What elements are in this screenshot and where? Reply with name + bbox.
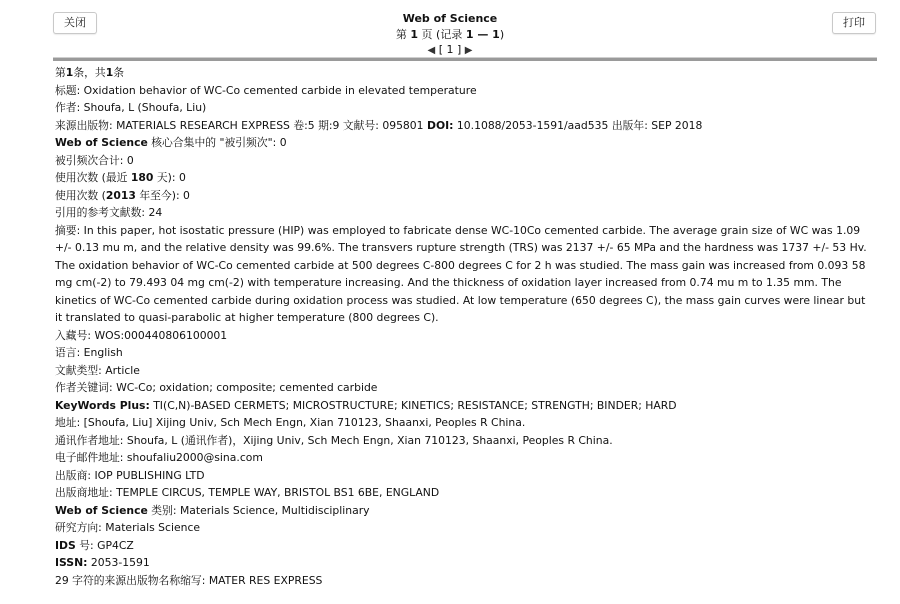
field-publisher: 出版商: IOP PUBLISHING LTD bbox=[55, 468, 205, 482]
field-keywords-plus: KeyWords Plus: TI(C,N)-BASED CERMETS; MICROSTRUCTURE; KINETICS; RESISTANCE; STRENGTH; BINDER; HARD bbox=[55, 398, 677, 412]
field-accession: 入藏号: WOS:000440806100001 bbox=[55, 328, 228, 342]
field-title: 标题: Oxidation behavior of WC-Co cemented carbide in elevated temperature bbox=[55, 83, 477, 97]
field-author: 作者: Shoufa, L (Shoufa, Liu) bbox=[55, 101, 207, 114]
field-refs: 引用的参考文献数: 24 bbox=[55, 206, 163, 219]
email-value: shoufaliu2000@sina.com bbox=[126, 451, 263, 464]
header-divider bbox=[53, 57, 877, 61]
record-content bbox=[55, 64, 875, 587]
page-title: Web of Science bbox=[402, 12, 498, 25]
field-ids: IDS 号: GP4CZ bbox=[55, 538, 134, 552]
field-corresponding: 通讯作者地址: Shoufa, L (通讯作者)，Xijing Univ, Sch Mech Engn, Xian 710123, Shaanxi, Peoples R China. bbox=[55, 433, 613, 447]
field-language: 语言: English bbox=[55, 346, 123, 359]
prev-page-icon[interactable]: ◀ bbox=[427, 45, 436, 56]
close-button[interactable]: 关闭 bbox=[53, 12, 97, 34]
author-value: Shoufa, L (Shoufa, Liu) bbox=[83, 101, 207, 114]
current-page: [ 1 ] bbox=[438, 43, 462, 56]
page-indicator: 第 1 页 (记录 1 — 1) bbox=[395, 28, 505, 41]
field-total-cited: 被引频次合计: 0 bbox=[55, 153, 134, 167]
field-publisher-address: 出版商地址: TEMPLE CIRCUS, TEMPLE WAY, BRISTOL BS1 6BE, ENGLAND bbox=[55, 486, 440, 499]
field-doctype: 文献类型: Article bbox=[55, 363, 140, 377]
page-header bbox=[0, 12, 900, 58]
field-source: 来源出版物: MATERIALS RESEARCH EXPRESS 卷:5 期:9 文献号: 095801 DOI: 10.1088/2053-1591/aad535 出版年: SEP 2018 bbox=[55, 118, 703, 132]
field-issn: ISSN: 2053-1591 bbox=[55, 556, 150, 569]
print-button[interactable]: 打印 bbox=[832, 12, 876, 34]
field-email: 电子邮件地址: shoufaliu2000@sina.com bbox=[55, 451, 263, 464]
next-page-icon[interactable]: ▶ bbox=[464, 45, 473, 56]
field-keywords: 作者关键词: WC-Co; oxidation; composite; cemented carbide bbox=[55, 381, 378, 394]
field-wos-category: Web of Science 类别: Materials Science, Multidisciplinary bbox=[55, 503, 370, 517]
field-research-area: 研究方向: Materials Science bbox=[55, 521, 201, 534]
field-usage-180: 使用次数 (最近 180 天): 0 bbox=[55, 171, 186, 184]
title-value: Oxidation behavior of WC-Co cemented carbide in elevated temperature bbox=[83, 83, 477, 97]
field-usage-2013: 使用次数 (2013 年至今): 0 bbox=[55, 188, 190, 202]
field-wos-cited: Web of Science 核心合集中的 "被引频次": 0 bbox=[55, 136, 287, 149]
record-count: 第1条，共1条 bbox=[55, 66, 125, 79]
field-abbr29: 29 字符的来源出版物名称缩写: MATER RES EXPRESS bbox=[55, 573, 323, 587]
abstract-text: In this paper, hot isostatic pressure (HIP) was employed to fabricate dense WC-10Co cemented carbide. The average grain size of WC was 1.09 +/- 0.13 mu m, and the relative density was 99.6%. The transvers rupture strength (TRS) was 2137 +/- 65 MPa and the hardness was 1737 +/- 53 Hv. The oxidation behavior of WC-Co cemented carbide at 500 degrees C-800 degrees C for 2 h was studied. The mass gain was increased from 0.093 58 mg cm(-2) to 79.493 04 mg cm(-2) with temperature increasing. And the thickness of oxidation layer increased from 0.74 mu m to 1.35 mm. The kinetics of WC-Co cemented carbide during oxidation process was studied. At low temperature (650 degrees C), the mass gain curves were linear but it translated to quasi-parabolic at higher temperature (800 degrees C). bbox=[55, 223, 867, 324]
pager bbox=[0, 43, 900, 58]
field-address: 地址: [Shoufa, Liu] Xijing Univ, Sch Mech Engn, Xian 710123, Shaanxi, Peoples R China. bbox=[55, 416, 526, 429]
field-abstract: 摘要: In this paper, hot isostatic pressure (HIP) was employed to fabricate dense WC-10Co cemented carbide. The average grain size of WC was 1.09 +/- 0.13 mu m, and the relative density was 99.6%. The transvers rupture strength (TRS) was 2137 +/- 65 MPa and the hardness was 1737 +/- 53 Hv. The oxidation behavior of WC-Co cemented carbide at 500 degrees C-800 degrees C for 2 h was studied. The mass gain was increased from 0.093 58 mg cm(-2) to 79.493 04 mg cm(-2) with temperature increasing. And the thickness of oxidation layer increased from 0.74 mu m to 1.35 mm. The kinetics of WC-Co cemented carbide during oxidation process was studied. At low temperature (650 degrees C), the mass gain curves were linear but it translated to quasi-parabolic at higher temperature (800 degrees C). bbox=[55, 223, 867, 324]
